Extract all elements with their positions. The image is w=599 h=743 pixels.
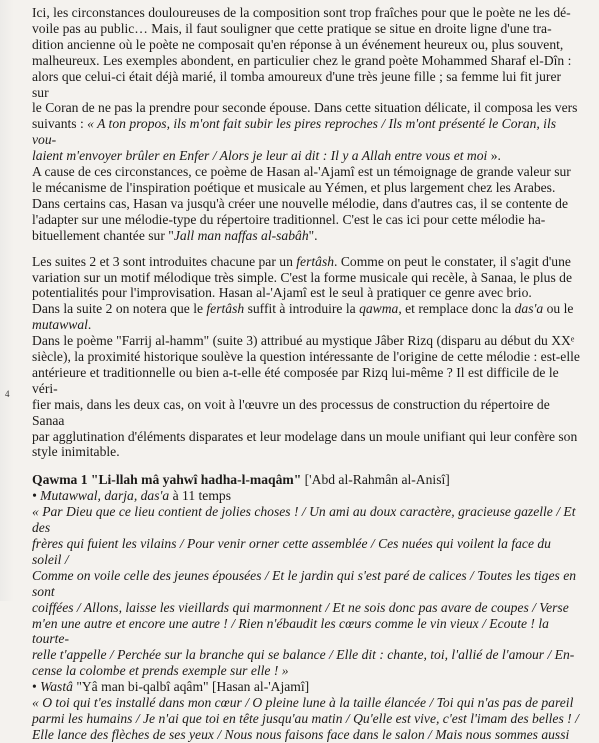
lyric-line: parmi les humains / Je n'ai que toi en tête jusqu'au matin / Qu'elle est vive, c'est l'imam des belles ! /: [32, 710, 579, 726]
text-line: potentialités pour l'improvisation. Hasan al-'Ajamî est le seul à pratiquer ce genre avec brio.: [32, 285, 532, 301]
bullet-term: • Mutawwal, darja, das'a: [32, 488, 170, 504]
text-line: le mécanisme de l'inspiration poétique et musicale au Yémen, et plus largement chez les Arabes.: [32, 179, 556, 195]
lyric-line: « Par Dieu que ce lieu contient de jolies choses ! / Un ami au doux caractère, gracieuse gazelle / Et des: [32, 504, 576, 536]
text-run: "Yâ man bi-qalbî aqâm" [Hasan al-'Ajamî]: [72, 679, 310, 695]
text-line: A cause de ces circonstances, ce poème de Hasan al-'Ajamî est un témoignage de grande valeur sur: [32, 164, 571, 180]
text-run: ».: [487, 148, 501, 164]
lyric-line: « O toi qui t'es installé dans mon cœur / O pleine lune à la taille élancée / Toi qui n'as pas de pareil: [32, 695, 574, 711]
title-run: Jall man naffas al-sabâh: [173, 227, 309, 243]
text-run: .: [87, 317, 92, 333]
lyrics-block: [32, 695, 580, 743]
text-line: Dans certains cas, Hasan va jusqu'à créer une nouvelle mélodie, dans d'autres cas, il se contente de: [32, 195, 568, 211]
text-line: Dans le poème "Farrij al-hamm" (suite 3) attribué au mystique Jâber Rizq (disparu au début du XXᵉ: [32, 333, 575, 349]
text-line: dition ancienne où le poète ne composait qu'en réponse à un événement heureux ou, plus souvent,: [32, 36, 564, 52]
text-line: [32, 148, 580, 164]
lyric-line: Elle lance des flèches de ses yeux / Nous nous faisons face dans le salon / Mais nous sommes aussi: [32, 726, 570, 742]
text-line: [32, 317, 580, 333]
page-gutter: [0, 0, 14, 601]
document-body: [32, 5, 580, 743]
paragraph-suites: [32, 254, 580, 461]
text-run: ou le: [543, 301, 574, 317]
text-run: suivants :: [32, 116, 88, 132]
lyrics-block: [32, 504, 580, 679]
term-run: fertâsh: [296, 253, 335, 269]
lyric-line: relle t'appelle / Perchée sur la branche qui se balance / Elle dit : chante, toi, l'allié de l'amour / En-: [32, 647, 575, 663]
lyric-line: coiffées / Allons, laisse les vieillards qui marmonnent / Et ne sois donc pas avare de coupes / Verse: [32, 599, 569, 615]
text-line: fier mais, dans les deux cas, on voit à l'œuvre un des processus de construction du répertoire de Sanaa: [32, 396, 550, 428]
term-run: fertâsh: [206, 301, 245, 317]
text-line: l'adapter sur une mélodie-type du répertoire traditionnel. C'est le cas ici pour cette mélodie ha-: [32, 211, 546, 227]
text-run: Les suites 2 et 3 sont introduites chacune par un: [32, 253, 297, 269]
lyric-line: m'en une autre et encore une autre ! / Rien n'ébaudit les cœurs comme le vin vieux / Ecoute ! la tourte-: [32, 615, 549, 647]
text-line: [32, 254, 580, 270]
text-line: antérieure et traditionnelle ou bien a-t-elle été composée par Rizq lui-même ? Il est difficile de le véri-: [32, 364, 559, 396]
text-run: , et remplace donc la: [398, 301, 515, 317]
bullet-line: [32, 488, 580, 504]
text-line: [32, 228, 580, 244]
text-line: par agglutination d'éléments disparates et leur modelage dans un moule unifiant qui leur confère son: [32, 428, 578, 444]
quote-run: « A ton propos, ils m'ont fait subir les pires reproches / Ils m'ont présenté le Coran, ils vou-: [32, 116, 557, 148]
text-line: Ici, les circonstances douloureuses de la composition sont trop fraîches pour que le poète ne les dé-: [32, 5, 571, 20]
text-run: suffit à introduire la: [244, 301, 360, 317]
lyric-line: cense la colombe et prends exemple sur elle ! »: [32, 663, 289, 679]
bullet-line: [32, 679, 580, 695]
text-line: le Coran de ne pas la prendre pour seconde épouse. Dans cette situation délicate, il composa les vers: [32, 100, 578, 116]
term-run: qawma: [359, 301, 399, 317]
text-run: ".: [308, 227, 318, 243]
term-run: das'a: [514, 301, 544, 317]
paragraph-composition: [32, 5, 580, 244]
lyric-line: Comme on voile celle des jeunes épousées / Et le jardin qui s'est paré de calices / Toutes les tiges en sont: [32, 567, 577, 599]
text-line: alors que celui-ci était déjà marié, il tomba amoureux d'une très jeune fille ; sa femme lui fit jurer sur: [32, 68, 562, 100]
text-line: siècle), la proximité historique soulève la question intéressante de l'origine de cette mélodie : est-elle: [32, 349, 580, 365]
page-number: 4: [5, 389, 10, 399]
text-run: . Comme on peut le constater, il s'agit d'une: [334, 253, 571, 269]
text-line: variation sur un motif mélodique très simple. C'est la forme musicale qui recèle, à Sanaa, le plus de: [32, 269, 572, 285]
text-run: à 11 temps: [169, 488, 231, 504]
text-line: [32, 116, 580, 148]
paragraph-gap: [32, 244, 580, 254]
qawma-section: [32, 472, 580, 742]
lyric-line: frères qui fuient les vilains / Pour venir orner cette assemblée / Ces nuées qui voilent la face du soleil /: [32, 536, 551, 567]
text-run: •: [32, 679, 41, 695]
text-line: [32, 301, 580, 317]
text-line: voile pas au public… Mais, il faut souligner que cette pratique se situe en droite ligne d'une tra-: [32, 20, 552, 36]
term-run: mutawwal: [32, 317, 88, 333]
text-run: bituellement chantée sur ": [32, 227, 174, 243]
quote-run: laient m'envoyer brûler en Enfer / Alors je leur ai dit : Il y a Allah entre vous et moi: [32, 148, 488, 164]
text-run: Dans la suite 2 on notera que le: [32, 301, 207, 317]
section-heading: [32, 472, 580, 488]
section-author: ['Abd al-Rahmân al-Anisî]: [301, 472, 450, 488]
text-line: style inimitable.: [32, 444, 120, 460]
text-line: malheureux. Les exemples abondent, en particulier chez le grand poète Mohammed Sharaf el-Dîn :: [32, 52, 572, 68]
bullet-term: Wastâ: [40, 679, 73, 695]
section-title: Qawma 1 "Li-llah mâ yahwî hadha-l-maqâm": [32, 472, 302, 488]
